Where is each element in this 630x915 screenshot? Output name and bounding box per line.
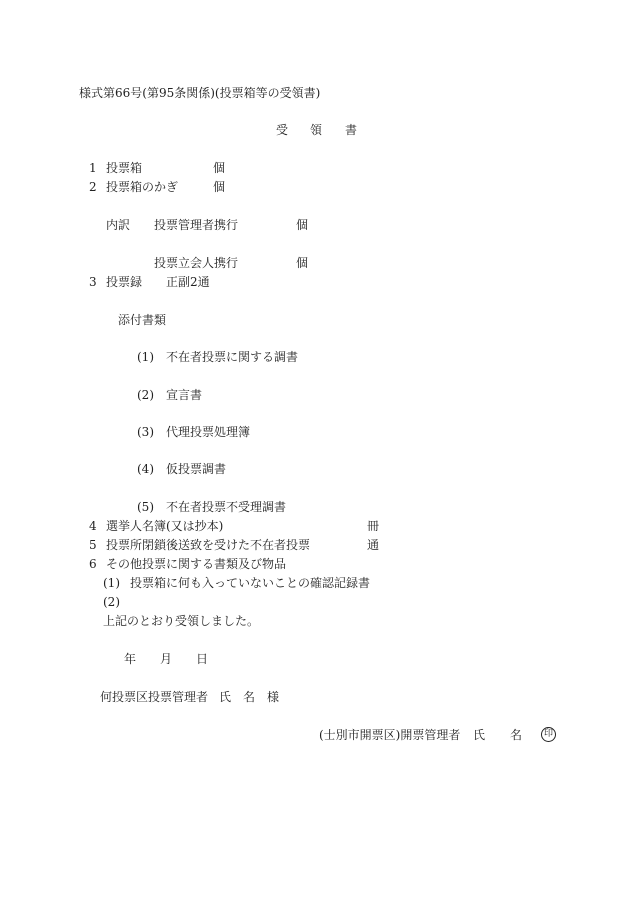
item-unit: 冊 [367, 519, 380, 533]
addressee-title: 何投票区投票管理者 [100, 690, 209, 704]
item-label-other-documents: その他投票に関する書類及び物品 [106, 557, 287, 571]
addressee-honorific: 様 [267, 690, 280, 704]
form-header: 様式第66号(第95条関係)(投票箱等の受領書) [79, 86, 321, 100]
addressee-name-mei: 名 [243, 690, 256, 704]
attachments-label: 添付書類 [118, 313, 167, 327]
attachment-item: 仮投票調書 [166, 462, 227, 476]
item-label-ballot-box-key: 投票箱のかぎ [106, 180, 179, 194]
date-month: 月 [160, 652, 173, 666]
item-number: 2 [89, 180, 97, 194]
sub-item-label: 投票箱に何も入っていないことの確認記録書 [130, 576, 371, 590]
item-number: 1 [89, 161, 97, 175]
item-unit: 通 [367, 538, 380, 552]
date-day: 日 [196, 652, 209, 666]
title-char: 領 [310, 123, 323, 137]
signer-title: (士別市開票区)開票管理者 [319, 728, 461, 742]
breakdown-label: 内訳 [106, 218, 131, 232]
date-year: 年 [124, 652, 137, 666]
title-char: 書 [345, 123, 358, 137]
attachment-item: 宣言書 [166, 388, 203, 402]
item-label-absentee-votes: 投票所閉鎖後送致を受けた不在者投票 [106, 538, 311, 552]
seal-icon: 印 [541, 727, 556, 742]
receipt-statement: 上記のとおり受領しました。 [103, 614, 260, 628]
attachment-number: (3) [137, 425, 154, 439]
item-number: 3 [89, 275, 97, 289]
item-unit: 個 [296, 256, 309, 270]
signer-name-mei: 名 [510, 728, 523, 742]
item-unit: 個 [213, 161, 226, 175]
item-unit: 個 [213, 180, 226, 194]
attachment-number: (1) [137, 350, 154, 364]
attachment-number: (5) [137, 500, 154, 514]
attachment-item: 不在者投票に関する調書 [166, 350, 299, 364]
attachment-item: 代理投票処理簿 [166, 425, 251, 439]
breakdown-witness: 投票立会人携行 [154, 256, 239, 270]
item-label-voter-list: 選挙人名簿(又は抄本) [106, 519, 224, 533]
attachment-number: (2) [137, 388, 154, 402]
breakdown-manager: 投票管理者携行 [154, 218, 239, 232]
item-number: 5 [89, 538, 97, 552]
item-label-ballot-box: 投票箱 [106, 161, 143, 175]
signer-name-shi: 氏 [473, 728, 486, 742]
title-char: 受 [276, 123, 289, 137]
sub-item-number: (2) [103, 595, 120, 609]
item-unit: 個 [296, 218, 309, 232]
attachment-item: 不在者投票不受理調書 [166, 500, 287, 514]
item-number: 4 [89, 519, 97, 533]
sub-item-number: (1) [103, 576, 120, 590]
item-label-voting-record: 投票録 [106, 275, 143, 289]
item-value: 正副2通 [166, 275, 210, 289]
item-number: 6 [89, 557, 97, 571]
addressee-name-shi: 氏 [219, 690, 232, 704]
seal-stamp [541, 727, 556, 742]
attachment-number: (4) [137, 462, 154, 476]
